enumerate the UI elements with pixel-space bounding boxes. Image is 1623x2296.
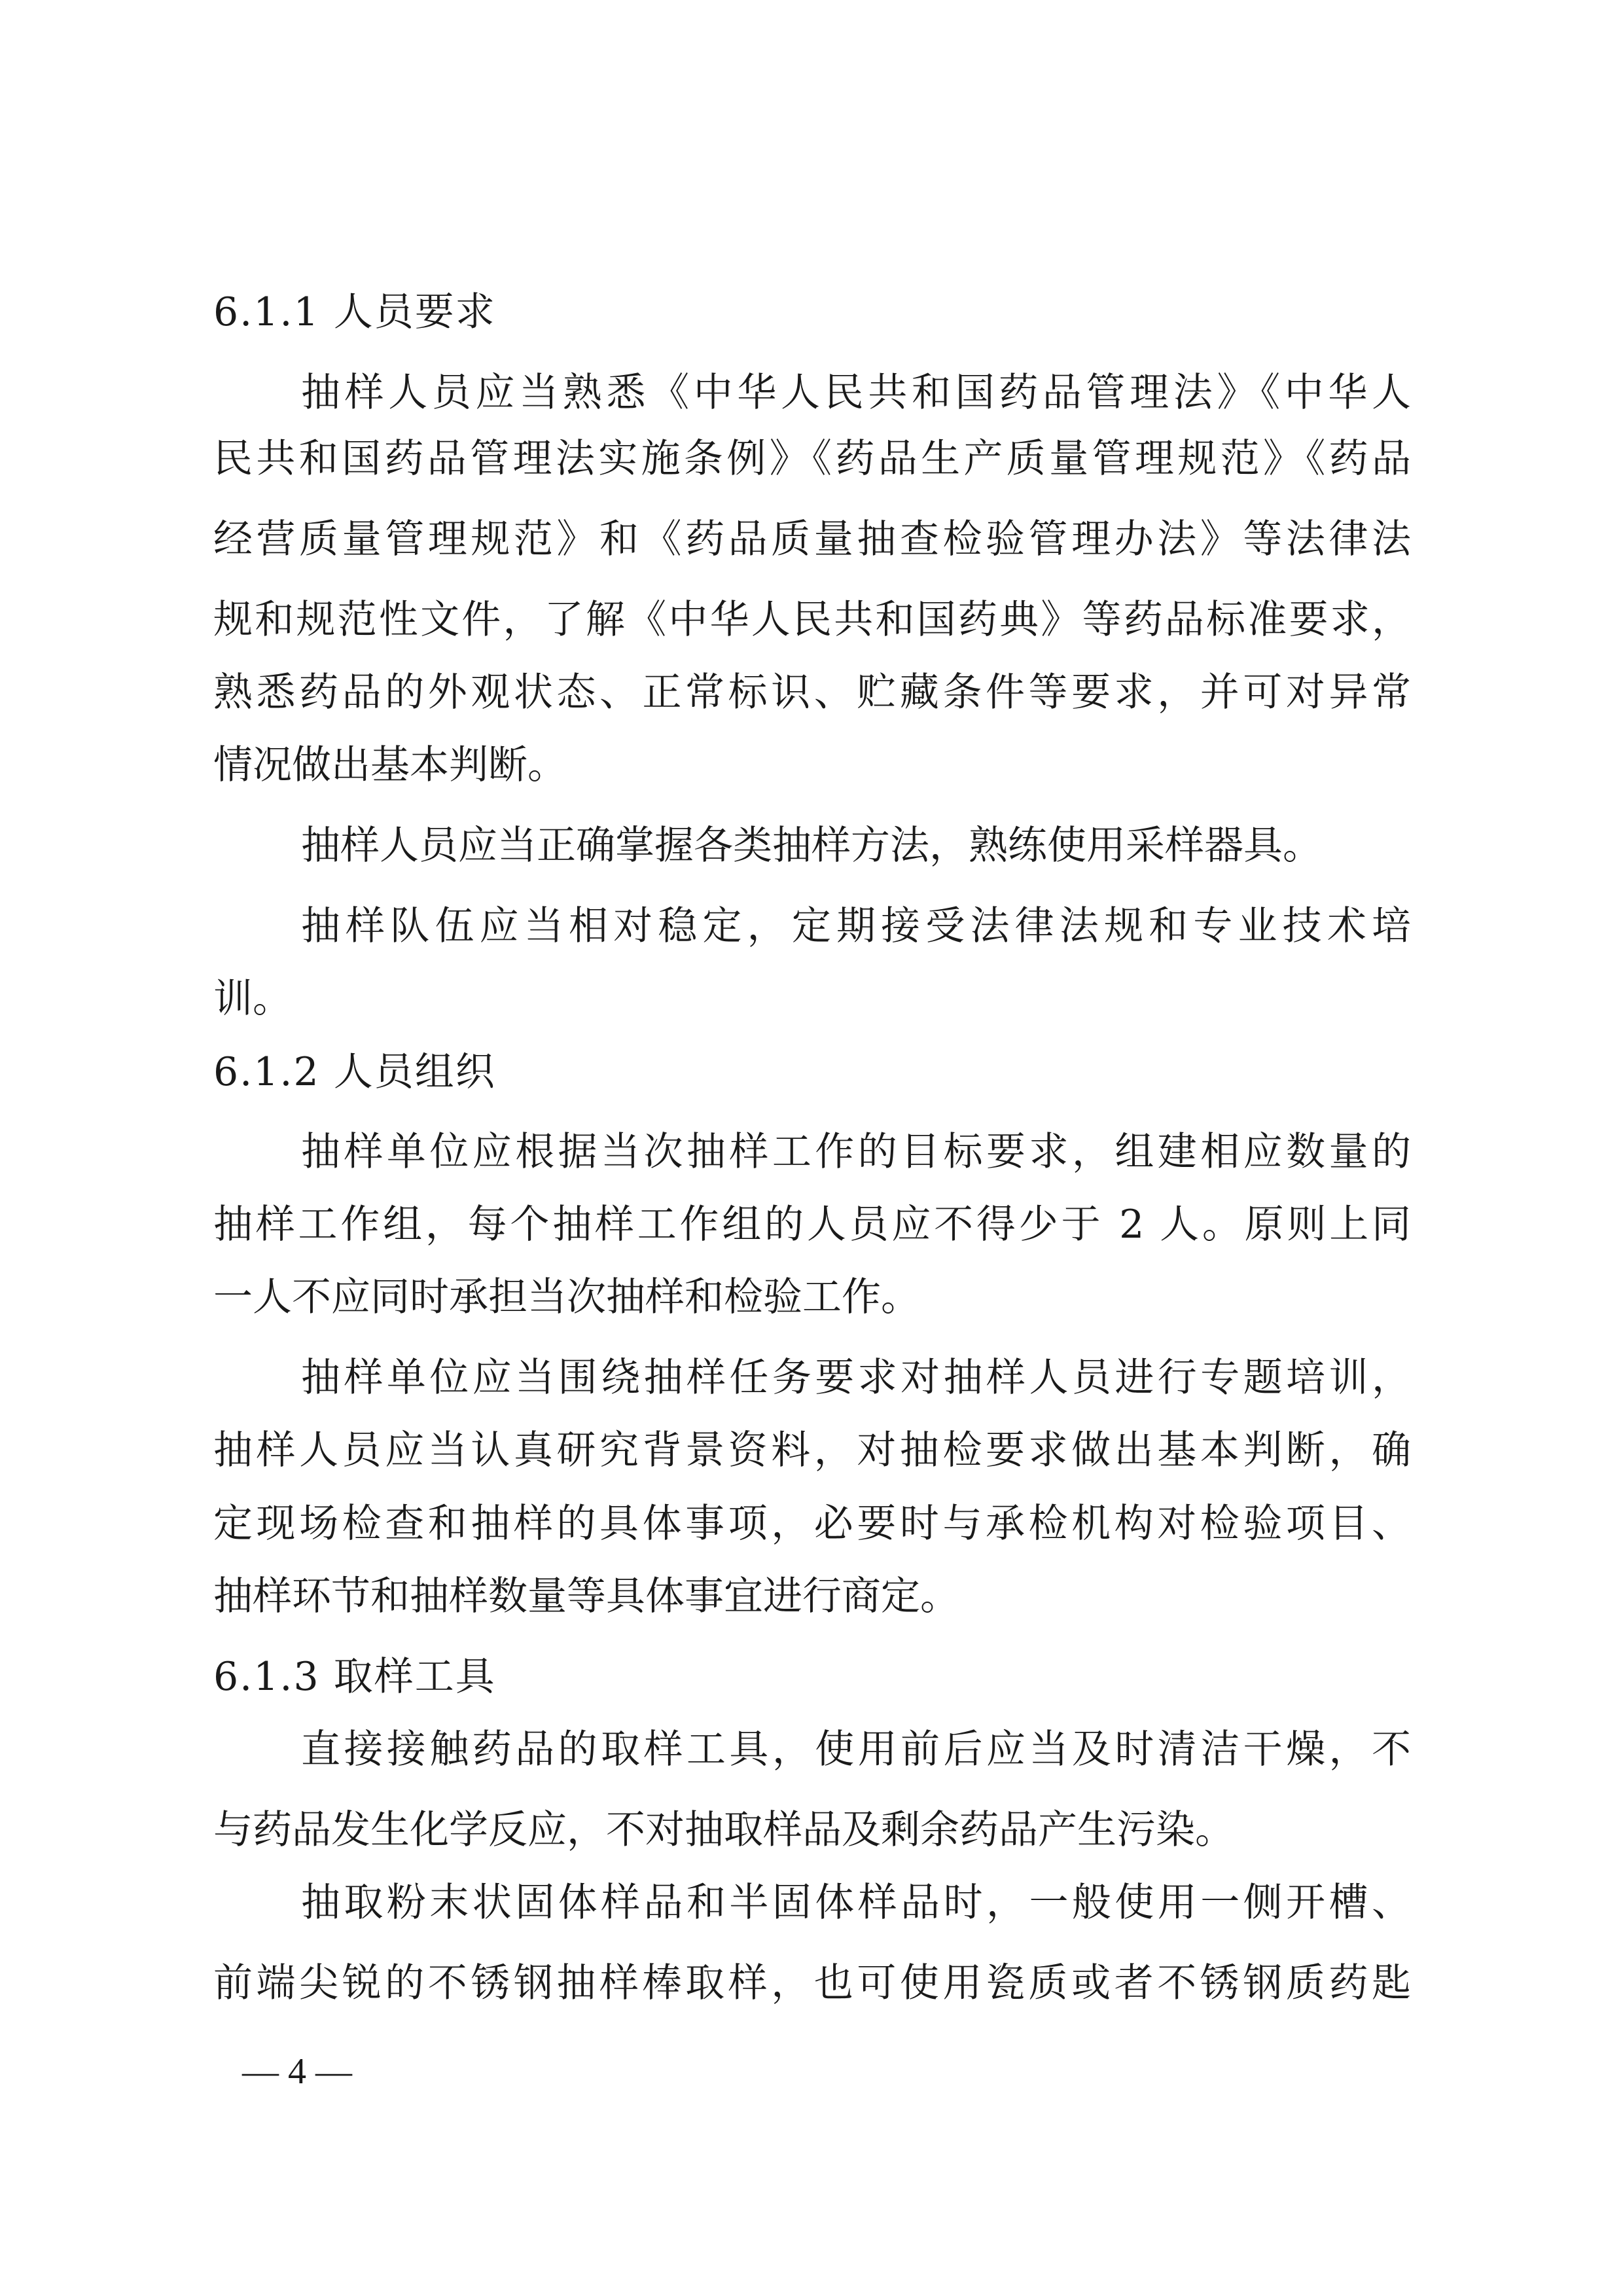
paragraph-line: 抽样单位应根据当次抽样工作的目标要求，组建相应数量的: [301, 1129, 1411, 1175]
paragraph-line: 一人不应同时承担当次抽样和检验工作。: [213, 1274, 920, 1320]
paragraph-line: 与药品发生化学反应，不对抽取样品及剩余药品产生污染。: [213, 1807, 1234, 1853]
paragraph-line: 抽样人员应当熟悉《中华人民共和国药品管理法》《中华人: [301, 370, 1411, 416]
paragraph-line: 抽样环节和抽样数量等具体事宜进行商定。: [213, 1573, 959, 1619]
paragraph-line: 训。: [213, 976, 292, 1022]
section-heading-6-1-3: 6.1.3 取样工具: [213, 1654, 496, 1700]
paragraph-line: 情况做出基本判断。: [213, 742, 567, 788]
paragraph-line: 民共和国药品管理法实施条例》《药品生产质量管理规范》《药品: [213, 436, 1411, 482]
section-heading-6-1-1: 6.1.1 人员要求: [213, 289, 496, 335]
paragraph-line: 定现场检查和抽样的具体事项，必要时与承检机构对检验项目、: [213, 1501, 1411, 1547]
page-number: — 4 —: [242, 2051, 352, 2092]
paragraph-line: 前端尖锐的不锈钢抽样棒取样，也可使用瓷质或者不锈钢质药匙: [213, 1960, 1411, 2006]
paragraph-line: 抽样工作组，每个抽样工作组的人员应不得少于 2 人。原则上同: [213, 1202, 1411, 1247]
section-heading-6-1-2: 6.1.2 人员组织: [213, 1049, 496, 1095]
paragraph-line: 抽取粉末状固体样品和半固体样品时，一般使用一侧开槽、: [301, 1880, 1411, 1926]
paragraph-line: 熟悉药品的外观状态、正常标识、贮藏条件等要求，并可对异常: [213, 670, 1411, 715]
paragraph-line: 规和规范性文件，了解《中华人民共和国药典》等药品标准要求，: [213, 597, 1411, 643]
paragraph-line: 直接接触药品的取样工具，使用前后应当及时清洁干燥，不: [301, 1727, 1411, 1772]
paragraph-line: 抽样单位应当围绕抽样任务要求对抽样人员进行专题培训，: [301, 1355, 1411, 1401]
paragraph-line: 抽样人员应当认真研究背景资料，对抽检要求做出基本判断，确: [213, 1427, 1411, 1473]
paragraph-line: 经营质量管理规范》和《药品质量抽查检验管理办法》等法律法: [213, 516, 1411, 562]
paragraph-line: 抽样队伍应当相对稳定，定期接受法律法规和专业技术培: [301, 903, 1411, 949]
paragraph-line: 抽样人员应当正确掌握各类抽样方法，熟练使用采样器具。: [301, 823, 1322, 869]
